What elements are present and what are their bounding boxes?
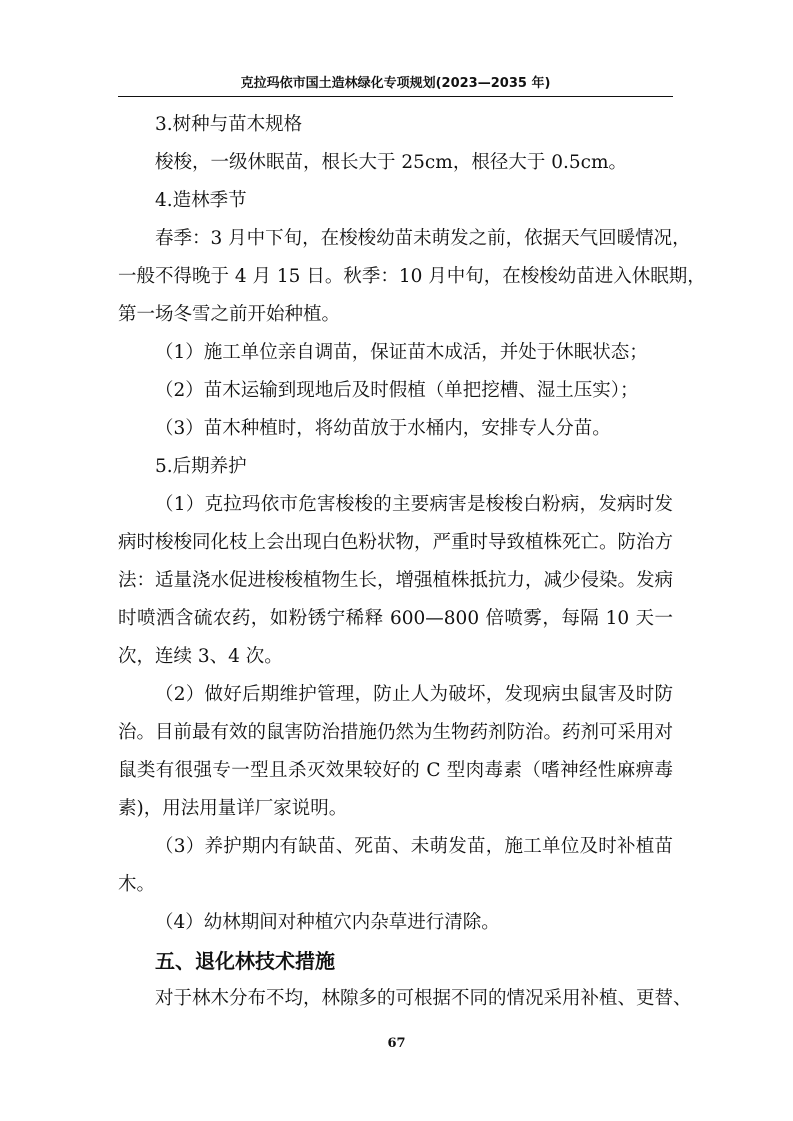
header-rule (118, 96, 673, 97)
list-item-2: （2）苗木运输到现地后及时假植（单把挖槽、湿土压实）； (155, 380, 639, 401)
page-number: 67 (387, 1036, 406, 1051)
list-item-3: （3）苗木种植时，将幼苗放于水桶内，安排专人分苗。 (155, 418, 611, 439)
paragraph-disease-control: （1）克拉玛依市危害梭梭的主要病害是梭梭白粉病，发病时发病时梭梭同化枝上会出现白色粉状物，严重时导致植株死亡。防治方法：适量浇水促进梭梭植物生长，增强植株抵抗力，减少侵染。发病时喷洒含硫农药，如粉锈宁稀释 600—800 倍喷雾，每隔 10 天一次，连续 3、4 次。 (118, 494, 674, 667)
paragraph-replanting: （3）养护期内有缺苗、死苗、未萌发苗，施工单位及时补植苗木。 (118, 836, 673, 895)
paragraph-season-line-2: 一般不得晚于 4 月 15 日。秋季：10 月中旬，在梭梭幼苗进入休眠期， (118, 266, 706, 287)
section-heading-degraded-forest: 五、退化林技术措施 (155, 949, 335, 973)
running-header: 克拉玛依市国土造林绿化专项规划(2023—2035 年) (240, 76, 551, 91)
document-body (118, 106, 706, 1018)
paragraph-season-line-3: 第一场冬雪之前开始种植。 (118, 304, 341, 325)
paragraph-seedling-spec: 梭梭，一级休眠苗，根长大于 25cm，根径大于 0.5cm。 (155, 152, 628, 173)
subheading-maintenance: 5.后期养护 (155, 456, 247, 477)
paragraph-season-line-1: 春季：3 月中下旬，在梭梭幼苗未萌发之前，依据天气回暖情况， (155, 228, 691, 249)
paragraph-degraded-forest-intro: 对于林木分布不均，林隙多的可根据不同的情况采用补植、更替、 (155, 988, 692, 1009)
paragraph-rodent-control: （2）做好后期维护管理，防止人为破坏，发现病虫鼠害及时防治。目前最有效的鼠害防治措施仍然为生物药剂防治。药剂可采用对鼠类有很强专一型且杀灭效果较好的 C 型肉毒素（嗜神经性麻痹毒素)，用法用量详厂家说明。 (118, 684, 674, 819)
subheading-tree-species: 3.树种与苗木规格 (155, 114, 303, 135)
subheading-planting-season: 4.造林季节 (155, 190, 247, 211)
paragraph-weeding: （4）幼林期间对种植穴内杂草进行清除。 (155, 912, 500, 933)
list-item-1: （1）施工单位亲自调苗，保证苗木成活，并处于休眠状态； (155, 342, 648, 363)
